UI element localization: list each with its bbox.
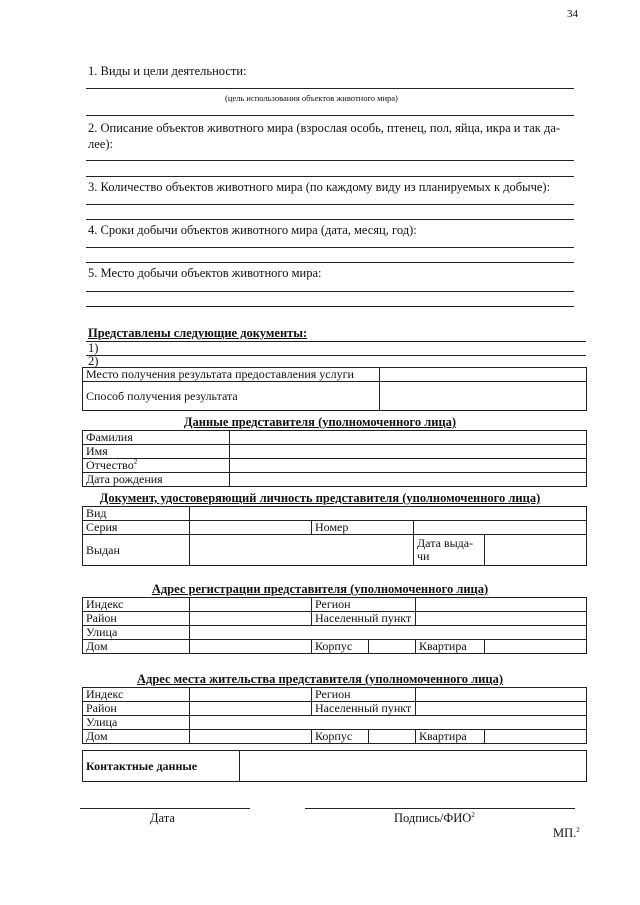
- signature-footnote: 2: [471, 810, 475, 819]
- res-street-label: Улица: [83, 716, 190, 730]
- reg-street-value[interactable]: [190, 626, 587, 640]
- registration-heading: Адрес регистрации представителя (уполномоченного лица): [151, 582, 489, 596]
- reg-locality-label: Населенный пункт: [312, 612, 416, 626]
- activity-types-field[interactable]: [86, 88, 574, 89]
- stamp-text: МП.: [553, 826, 577, 840]
- item-quantity: 3. Количество объектов животного мира (по каждому виду из планируемых к добыче):: [88, 180, 551, 194]
- signature-text: Подпись/ФИО: [394, 811, 472, 825]
- residence-heading: Адрес места жительства представителя (уполномоченного лица): [136, 672, 503, 686]
- quantity-field-2[interactable]: [86, 219, 574, 220]
- doc-series-label: Серия: [83, 521, 190, 535]
- birth-date-label: Дата рождения: [83, 473, 230, 487]
- reg-building-value[interactable]: [369, 640, 416, 654]
- reg-apartment-value[interactable]: [485, 640, 587, 654]
- description-field[interactable]: [86, 160, 574, 161]
- doc-number-label: Номер: [312, 521, 414, 535]
- description-field-2[interactable]: [86, 176, 574, 177]
- res-locality-value[interactable]: [416, 702, 587, 716]
- reg-district-label: Район: [83, 612, 190, 626]
- stamp-label: [553, 826, 580, 841]
- doc-type-value[interactable]: [190, 507, 587, 521]
- result-place-label: Место получения результата предоставления услуги: [83, 368, 380, 382]
- patronymic-label: [83, 459, 230, 473]
- representative-table: [82, 430, 587, 487]
- result-place-value[interactable]: [380, 368, 587, 382]
- res-house-value[interactable]: [190, 730, 312, 744]
- birth-date-value[interactable]: [230, 473, 587, 487]
- document-item-1-field[interactable]: [86, 355, 586, 356]
- surname-value[interactable]: [230, 431, 587, 445]
- reg-district-value[interactable]: [190, 612, 312, 626]
- doc-type-label: Вид: [83, 507, 190, 521]
- res-apartment-label: Квартира: [416, 730, 485, 744]
- item-description-line1: 2. Описание объектов животного мира (взрослая особь, птенец, пол, яйца, икра и так да-: [88, 121, 561, 135]
- doc-issue-date-value[interactable]: [485, 535, 587, 566]
- name-label: Имя: [83, 445, 230, 459]
- reg-house-label: Дом: [83, 640, 190, 654]
- reg-apartment-label: Квартира: [416, 640, 485, 654]
- contacts-table: [82, 750, 587, 782]
- document-item-2: 2): [88, 354, 99, 368]
- item-dates: 4. Сроки добычи объектов животного мира (дата, месяц, год):: [88, 223, 417, 237]
- item-place: 5. Место добычи объектов животного мира:: [88, 266, 322, 280]
- reg-index-label: Индекс: [83, 598, 190, 612]
- doc-number-value[interactable]: [414, 521, 587, 535]
- signature-label: [394, 811, 475, 826]
- res-building-label: Корпус: [312, 730, 369, 744]
- residence-table: [82, 687, 587, 744]
- document-item-1: 1): [88, 341, 99, 355]
- res-locality-label: Населенный пункт: [312, 702, 416, 716]
- res-district-label: Район: [83, 702, 190, 716]
- res-apartment-value[interactable]: [485, 730, 587, 744]
- registration-table: [82, 597, 587, 654]
- reg-street-label: Улица: [83, 626, 190, 640]
- reg-locality-value[interactable]: [416, 612, 587, 626]
- documents-rule: [86, 341, 586, 342]
- item-activity-types: 1. Виды и цели деятельности:: [88, 64, 247, 78]
- reg-house-value[interactable]: [190, 640, 312, 654]
- res-index-label: Индекс: [83, 688, 190, 702]
- res-house-label: Дом: [83, 730, 190, 744]
- place-field[interactable]: [86, 291, 574, 292]
- activity-types-hint: (цель использования объектов животного мира): [225, 93, 398, 103]
- page-number: 34: [567, 8, 578, 20]
- representative-heading: Данные представителя (уполномоченного лица): [183, 415, 457, 429]
- id-document-table: [82, 506, 587, 566]
- stamp-footnote: 2: [576, 825, 580, 834]
- dates-field[interactable]: [86, 247, 574, 248]
- contacts-label: Контактные данные: [83, 751, 240, 782]
- date-field[interactable]: [80, 808, 250, 809]
- result-method-label: Способ получения результата: [83, 382, 380, 411]
- reg-index-value[interactable]: [190, 598, 312, 612]
- date-label: Дата: [150, 811, 175, 825]
- quantity-field[interactable]: [86, 204, 574, 205]
- doc-issued-value[interactable]: [190, 535, 414, 566]
- result-method-value[interactable]: [380, 382, 587, 411]
- item-description-line2: лее):: [88, 137, 113, 151]
- patronymic-footnote: 2: [133, 458, 138, 466]
- doc-issue-date-line2: чи: [417, 549, 430, 563]
- contacts-value[interactable]: [240, 751, 587, 782]
- doc-issue-date-label: [414, 535, 485, 566]
- res-index-value[interactable]: [190, 688, 312, 702]
- id-document-heading: Документ, удостоверяющий личность представителя (уполномоченного лица): [99, 491, 541, 505]
- name-value[interactable]: [230, 445, 587, 459]
- reg-region-label: Регион: [312, 598, 416, 612]
- activity-types-field-2[interactable]: [86, 115, 574, 116]
- res-building-value[interactable]: [369, 730, 416, 744]
- doc-issue-date-line1: Дата выда-: [417, 536, 474, 550]
- signature-field[interactable]: [305, 808, 575, 809]
- doc-issued-label: Выдан: [83, 535, 190, 566]
- res-district-value[interactable]: [190, 702, 312, 716]
- reg-building-label: Корпус: [312, 640, 369, 654]
- doc-series-value[interactable]: [190, 521, 312, 535]
- surname-label: Фамилия: [83, 431, 230, 445]
- documents-heading: Представлены следующие документы:: [88, 326, 308, 340]
- res-region-value[interactable]: [416, 688, 587, 702]
- result-table: [82, 367, 587, 411]
- res-street-value[interactable]: [190, 716, 587, 730]
- patronymic-text: Отчество: [86, 458, 134, 472]
- reg-region-value[interactable]: [416, 598, 587, 612]
- dates-field-2[interactable]: [86, 262, 574, 263]
- res-region-label: Регион: [312, 688, 416, 702]
- patronymic-value[interactable]: [230, 459, 587, 473]
- place-field-2[interactable]: [86, 306, 574, 307]
